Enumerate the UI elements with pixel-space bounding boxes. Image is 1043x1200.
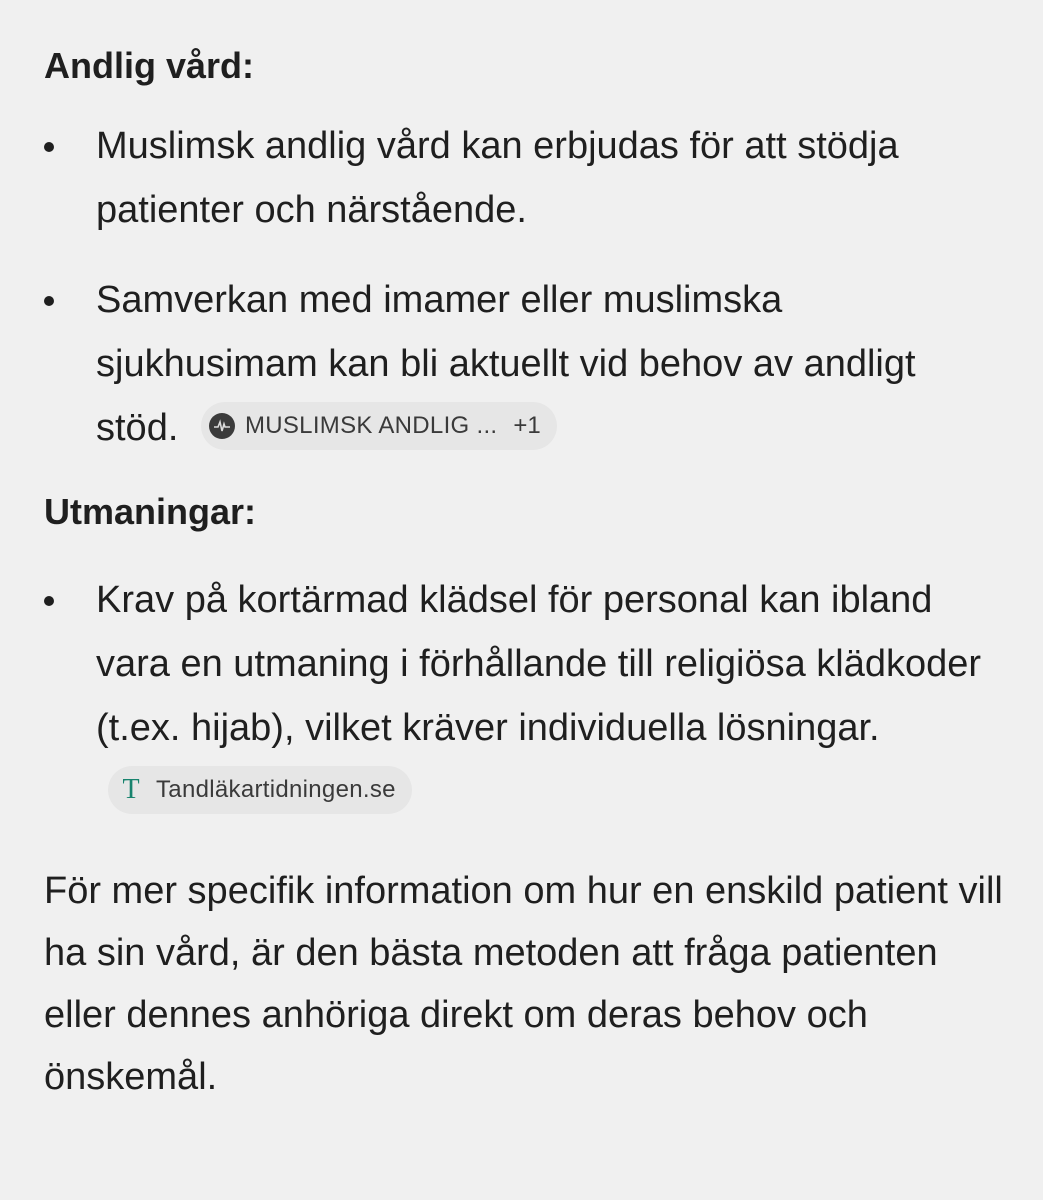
list-item-text: Samverkan med imamer eller muslimska sjukhusimam kan bli aktuellt vid behov av andligt stöd. [96,279,916,449]
bullet-dot [44,142,54,152]
closing-paragraph: För mer specifik information om hur en enskild patient vill ha sin vård, är den bästa metoden att fråga patienten eller dennes anhöriga direkt om deras behov och önskemål. [44,870,1003,1098]
list-item [44,568,1004,824]
list-item [44,268,1004,460]
chip-count: +1 [513,411,541,439]
source-chip-muslimsk-andlig[interactable] [201,402,557,450]
bullet-dot [44,596,54,606]
list-item-text: Krav på kortärmad klädsel för personal kan ibland vara en utmaning i förhållande till religiösa klädkoder (t.ex. hijab), vilket kräver individuella lösningar. [96,579,982,749]
chip-label: MUSLIMSK ANDLIG ... [244,411,498,439]
t-logo-icon: T [122,773,140,805]
list-item-text: Muslimsk andlig vård kan erbjudas för att stödja patienter och närstående. [96,125,899,231]
heartbeat-circle-icon [209,413,235,439]
section-heading-andlig: Andlig vård: [44,45,255,86]
utmaningar-list [44,568,1004,824]
bullet-dot [44,296,54,306]
andlig-list [44,114,1004,460]
section-heading-utmaningar: Utmaningar: [44,491,257,532]
response-content [44,40,1004,1108]
chip-label: Tandläkartidningen.se [156,775,396,803]
list-item [44,114,1004,242]
source-chip-tandlakartidningen[interactable] [108,766,412,814]
